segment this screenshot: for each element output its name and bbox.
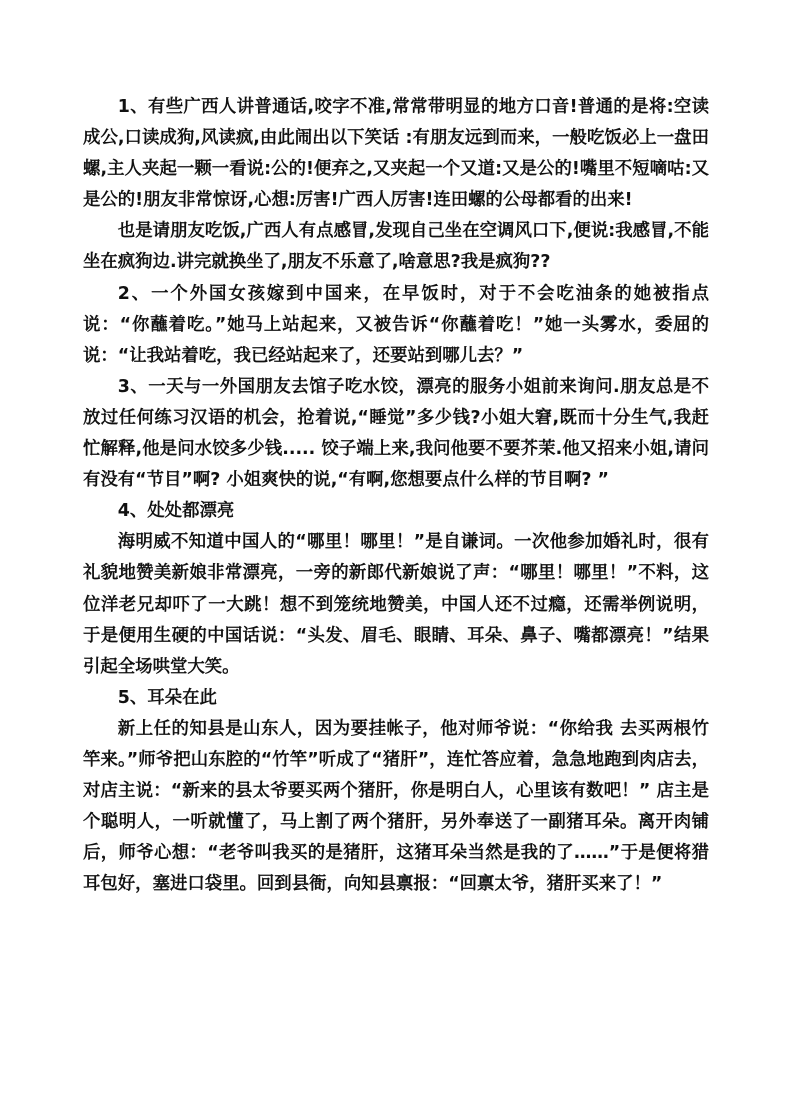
paragraph-joke-1: 1、有些广西人讲普通话,咬字不准,常常带明显的地方口音!普通的是将:空读成公,口读成狗,风读疯,由此闹出以下笑话 :有朋友远到而来，一般吃饭必上一盘田螺,主人夹起一颗一看说:公的!便弃之,又夹起一个又道:又是公的!嘴里不短嘀咕:又是公的!朋友非常惊讶,心想:厉害!广西人厉害!连田螺的公母都看的出来! — [83, 97, 709, 211]
paragraph-joke-5: 新上任的知县是山东人，因为要挂帐子，他对师爷说：“你给我 去买两根竹竿来。”师爷把山东腔的“竹竿”听成了“猪肝”，连忙答应着，急急地跑到肉店去，对店主说：“新来的县太爷要买两个猪肝，你是明白人，心里该有数吧！” 店主是个聪明人，一听就懂了，马上割了两个猪肝，另外奉送了一副猪耳朵。离开肉铺后，师爷心想：“老爷叫我买的是猪肝，这猪耳朵当然是我的了……”于是便将猎耳包好，塞进口袋里。回到县衙，向知县禀报：“回禀太爷，猪肝买来了！” — [83, 718, 709, 895]
paragraph-joke-4: 海明威不知道中国人的“哪里！哪里！”是自谦词。一次他参加婚礼时，很有礼貌地赞美新娘非常漂亮，一旁的新郎代新娘说了声：“哪里！哪里！”不料，这位洋老兄却吓了一大跳！想不到笼统地赞美，中国人还不过瘾，还需举例说明，于是便用生硬的中国话说：“头发、眉毛、眼睛、耳朵、鼻子、嘴都漂亮！”结果引起全场哄堂大笑。 — [83, 532, 709, 677]
paragraph-joke-3: 3、一天与一外国朋友去馆子吃水饺，漂亮的服务小姐前来询问.朋友总是不放过任何练习汉语的机会，抢着说,“睡觉”多少钱?小姐大窘,既而十分生气,我赶忙解释,他是问水饺多少钱..... 饺子端上来,我问他要不要芥茉.他又招来小姐,请问有没有“节目”啊? 小姐爽快的说,“有啊,您想要点什么样的节目啊? ” — [83, 376, 709, 491]
document-body — [83, 92, 709, 900]
paragraph-joke-1-part-2: 也是请朋友吃饭,广西人有点感冒,发现自己坐在空调风口下,便说:我感冒,不能坐在疯狗边.讲完就换坐了,朋友不乐意了,啥意思?我是疯狗?? — [83, 221, 709, 273]
section-heading-4: 4、处处都漂亮 — [117, 501, 235, 522]
section-heading-5: 5、耳朵在此 — [117, 687, 217, 708]
paragraph-joke-2: 2、一个外国女孩嫁到中国来，在早饭时，对于不会吃油条的她被指点说：“你蘸着吃。”她马上站起来，又被告诉“你蘸着吃！”她一头雾水，委屈的说：“让我站着吃，我已经站起来了，还要站到哪儿去？” — [83, 283, 709, 366]
